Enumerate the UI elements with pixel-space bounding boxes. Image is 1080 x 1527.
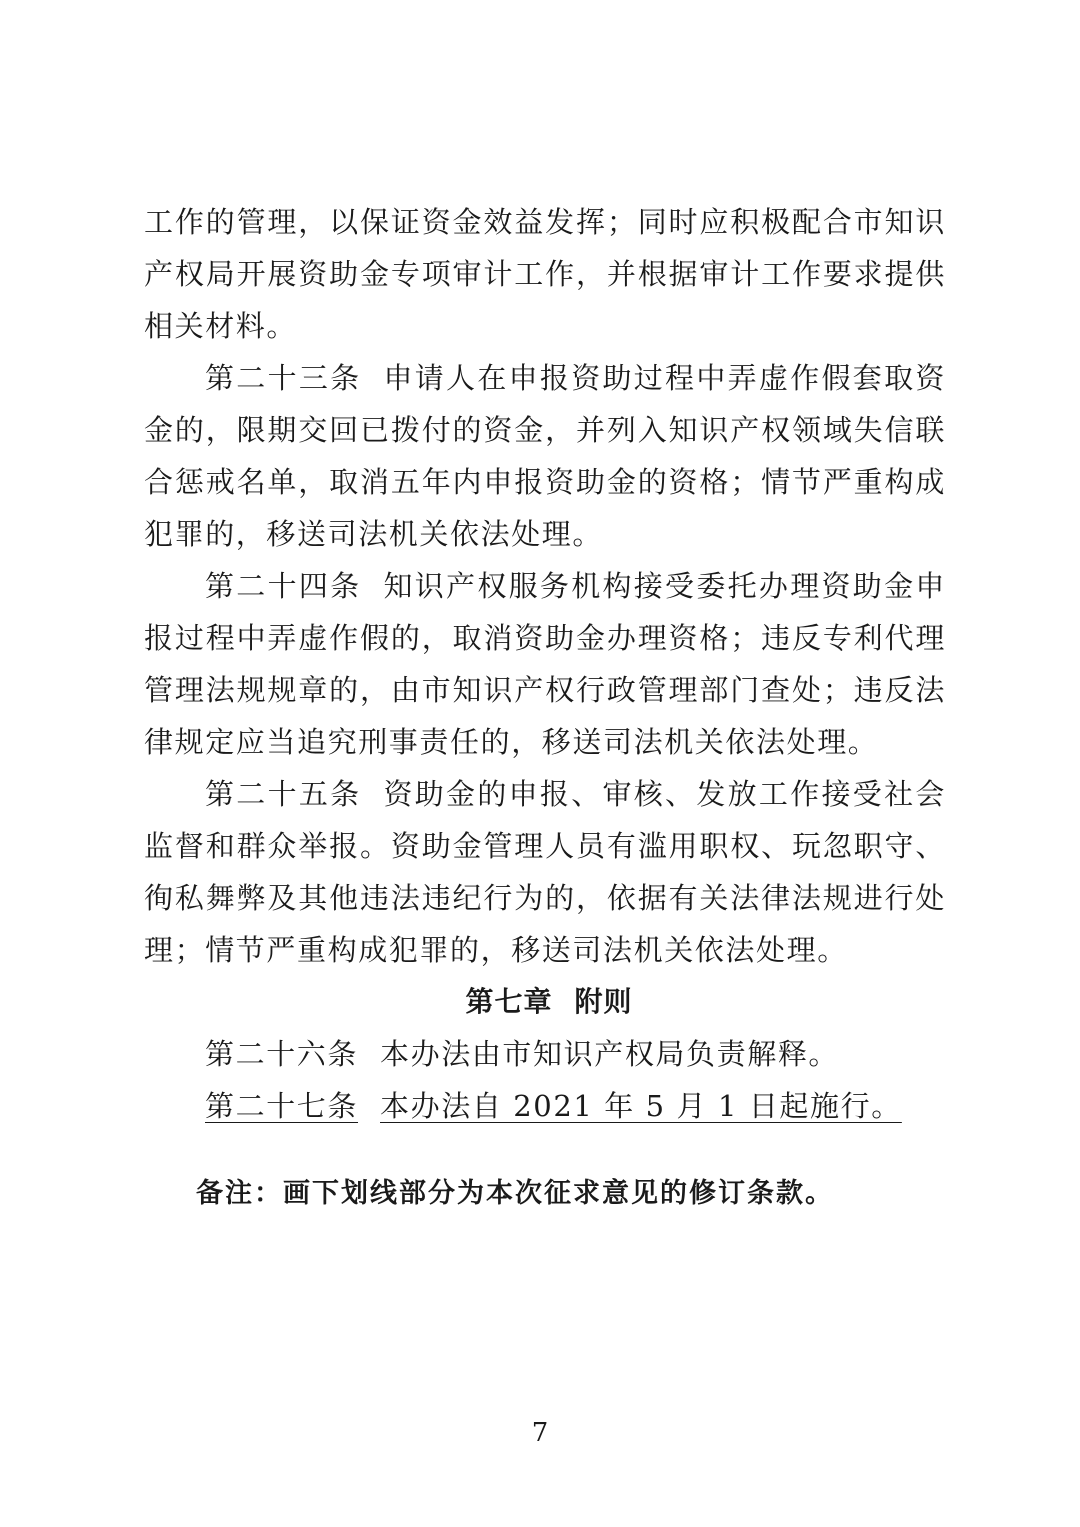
- article-title: 第二十五条: [205, 777, 362, 811]
- article-25: [144, 768, 946, 976]
- article-23: [144, 352, 946, 560]
- page-number: 7: [531, 1418, 549, 1448]
- article-title: 第二十四条: [205, 569, 362, 603]
- article-title: 第二十三条: [205, 361, 362, 395]
- chapter-heading: [144, 976, 946, 1028]
- article-text: 本办法自 2021 年 5 月 1 日起施行。: [380, 1089, 902, 1123]
- paragraph-text: 工作的管理，以保证资金效益发挥；同时应积极配合市知识产权局开展资助金专项审计工作，并根据审计工作要求提供相关材料。: [144, 205, 946, 343]
- article-text: 本办法由市知识产权局负责解释。: [380, 1037, 840, 1071]
- document-body: [144, 196, 946, 1132]
- article-text: 申请人在申报资助过程中弄虚作假套取资金的，限期交回已拨付的资金，并列入知识产权领域失信联合惩戒名单，取消五年内申报资助金的资格；情节严重构成犯罪的，移送司法机关依法处理。: [144, 361, 946, 551]
- article-26: [144, 1028, 946, 1080]
- article-text: 知识产权服务机构接受委托办理资助金申报过程中弄虚作假的，取消资助金办理资格；违反专利代理管理法规规章的，由市知识产权行政管理部门查处；违反法律规定应当追究刑事责任的，移送司法机关依法处理。: [144, 569, 946, 759]
- article-title: 第二十六条: [205, 1037, 359, 1071]
- paragraph-continuation: [144, 196, 946, 352]
- revision-note: 备注：画下划线部分为本次征求意见的修订条款。: [196, 1178, 834, 1209]
- article-title: 第二十七条: [205, 1089, 359, 1123]
- chapter-number: 第七章: [465, 985, 553, 1018]
- underlined-revision: [205, 1089, 902, 1123]
- article-text: 资助金的申报、审核、发放工作接受社会监督和群众举报。资助金管理人员有滥用职权、玩忽职守、徇私舞弊及其他违法违纪行为的，依据有关法律法规进行处理；情节严重构成犯罪的，移送司法机关依法处理。: [144, 777, 946, 967]
- chapter-title: 附则: [574, 985, 633, 1018]
- article-27: [144, 1080, 946, 1132]
- article-24: [144, 560, 946, 768]
